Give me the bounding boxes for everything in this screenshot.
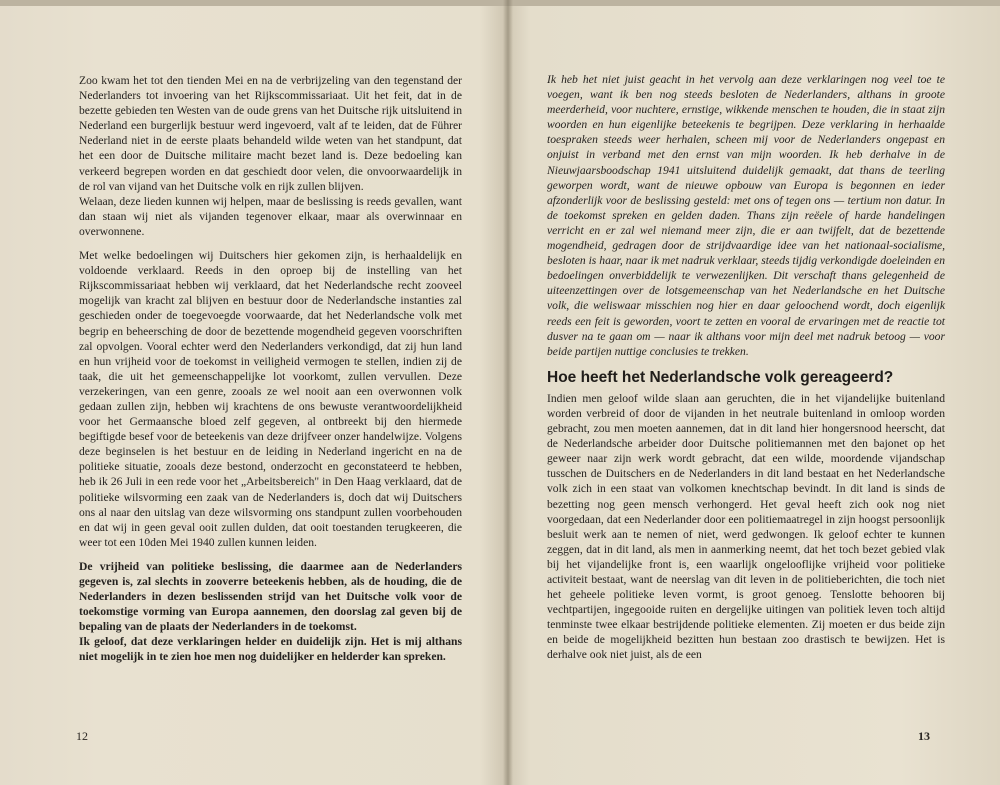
paragraph: Ik heb het niet juist geacht in het vervolg aan deze verklaringen nog veel toe te voegen, want ik ben nog steeds besloten de Nederlanders, althans in groote meerderheid, voor nuchtere, ernstige, wikkende menschen te houden, die in staat zijn woorden en hun eigenlijke beteekenis te begrijpen. Deze verklaring in herhaalde toespraken steeds weer herhalen, scheen mij voor de Nederlanders ongepast en onjuist in verband met den ernst van mijn woorden. Ik heb derhalve in de Nieuwjaarsboodschap 1941 uitsluitend duidelijk gemaakt, dat thans de teerling geworpen wordt, want de nieuwe opbouw van Europa is begonnen en ieder afzonderlijk voor de beslissing gesteld: met ons of tegen ons — tertium non datur. In de toekomst spreken en gelden daden. Thans zijn reëele of harde handelingen verricht en er zal wel niemand meer zijn, die er aan twijfelt, dat de bezettende mogendheid, gedragen door de strijdvaardige idee van het nationaal-socialisme, besloten is haar, naar ik met nadruk verklaar, steeds tijdig verkondigde doeleinden en bedoelingen onverbiddelijk te verwezenlijken. Dit verschaft thans gelegenheid de uiteenzettingen over de lotsgemeenschap van het Nederlandsche en het Duitsche volk, die weliswaar misschien nog hier en daar geloochend wordt, doch eigenlijk reeds een feit is geworden, voort te zetten en vooral de ervaringen met de reactie tot dusver na te gaan om — naar ik althans voor mijn deel met nadruk betoog — voor beide partijen nuttige conclusies te trekken. [547, 73, 945, 358]
right-page [510, 0, 1000, 785]
paragraph: De vrijheid van politieke beslissing, die daarmee aan de Nederlanders gegeven is, zal slechts in zooverre beteekenis hebben, als de houding, die de Nederlanders in dezen beslissenden strijd van het Duitsche volk voor de toekomstige vorming van Europa aannemen, den doorslag zal geven bij de bepaling van de plaats der Nederlanders in de toekomst. [79, 559, 462, 634]
paragraph: Indien men geloof wilde slaan aan geruchten, die in het vijandelijke buitenland worden verbreid of door de vijanden in het neutrale buitenland in omloop worden gebracht, zou men moeten aannemen, dat in dit land hier hongersnood heerscht, dat de Nederlandsche arbeider door Duitsche politiemannen met den bajonet op het geweer naar zijn werk wordt gebracht, dat een wilde, moordende vijandschap tusschen de Duitschers en de Nederlanders in dit land bestaat en het Nederlandsche volk zich in een staat van volkomen knechtschap bevindt. In dit land is sinds de bezetting nog geen mensch verhongerd. Het geval heeft zich ook nog niet voorgedaan, dat een Nederlander door een politiemaatregel in zijn hoogst persoonlijk besluit werk aan te nemen of niet, werd gedwongen. Ik geloof echter te kunnen zeggen, dat in dit land, als men in aanmerking neemt, dat het toch bezet gebied vlak bij het vijandelijke front is, een waarlijk ongelooflijke vrijheid voor politieke activiteit bestaat, want de neerslag van dit leven in de politieberichten, die toch niet het geheele politieke leven vormt, is groot genoeg. Tenslotte behooren bij vechtpartijen, ingegooide ruiten en dergelijke uitingen van politiek leven toch altijd tenminste twee elkaar bestrijdende politieke elementen. Zij moeten er dus beide zijn en beide de mogelijkheid bezitten hun bestaan zoo drastisch te bewijzen. Het is derhalve ook niet juist, als de een [547, 391, 945, 662]
page-number: 12 [76, 729, 88, 743]
page-number: 13 [918, 729, 930, 743]
paragraph: Ik geloof, dat deze verklaringen helder en duidelijk zijn. Het is mij althans niet mogelijk in te zien hoe men nog duidelijker en helderder kan spreken. [79, 635, 462, 664]
paragraph: Zoo kwam het tot den tienden Mei en na de verbrijzeling van den tegenstand der Nederlanders tot invoering van het Rijkscommissariaat. Uit het feit, dat in de bezette gebieden ten Westen van de oude grens van het Duitsche rijk uitsluitend in Nederland een burgerlijk bestuur werd ingevoerd, valt af te leiden, dat de Führer Nederland niet in de eerste plaats behandeld wilde weten van het standpunt, dat het een door de Duitsche militaire macht bezet land is. Deze bedoeling kan verkeerd begrepen worden en dat geschiedt door velen, die onvoorwaardelijk in de rol van vijand van het Duitsche volk en rijk zullen blijven. [79, 74, 462, 193]
section-heading: Hoe heeft het Nederlandsche volk gereageerd? [547, 368, 894, 386]
right-text-column [547, 72, 945, 663]
paragraph: Welaan, deze lieden kunnen wij helpen, maar de beslissing is reeds gevallen, want dan staan wij niet als vijanden tegenover elkaar, maar als overwinnaar en overwonnene. [79, 194, 462, 238]
left-text-column [79, 73, 462, 665]
paragraph: Met welke bedoelingen wij Duitschers hier gekomen zijn, is herhaaldelijk en voldoende verklaard. Reeds in den oproep bij de instelling van het Rijkscommissariaat hebben wij verklaard, dat het Nederlandsche recht zooveel mogelijk van kracht zal blijven en bestuur door de Nederlandsche instanties zal geschieden onder de toegevoegde voorwaarde, dat het Nederlandsche volk met begrip en beheersching de door de bezettende mogendheid gegeven voorschriften zal opvolgen. Vooral echter werd den Nederlanders verkondigd, dat zij hun land en hun vrijheid voor de toekomst in veiligheid vermogen te stellen, indien zij de taak, die uit het gemeenschappelijke lot voorkomt, zullen vervullen. Deze verzekeringen, van een genre, zooals ze wel nooit aan een overwonnen volk gedaan zullen zijn, hebben wij krachtens de ons bewuste verantwoordelijkheid voor het Germaansche bloed zelf gegeven, al ontbreekt bij den hiermede begiftigde besef voor de beteekenis van deze drijfveer onzer handelwijze. Volgens deze beginselen is het bestuur en de leiding in Nederland ingericht en na de politieke situatie, zooals deze bestond, onderzocht en geconstateerd te hebben, heb ik 26 Juli in een rede voor het „Arbeitsbereich" in Den Haag verklaard, dat de politieke wilsvorming een zaak van de Nederlanders is, doch dat wij Duitschers ons al naar den uitslag van deze wilsvorming ons standpunt zullen voorbehouden en dat wij in geen geval ooit zullen dulden, dat ooit toestanden terugkeeren, die weer tot een 10den Mei 1940 zullen kunnen leiden. [79, 249, 462, 549]
